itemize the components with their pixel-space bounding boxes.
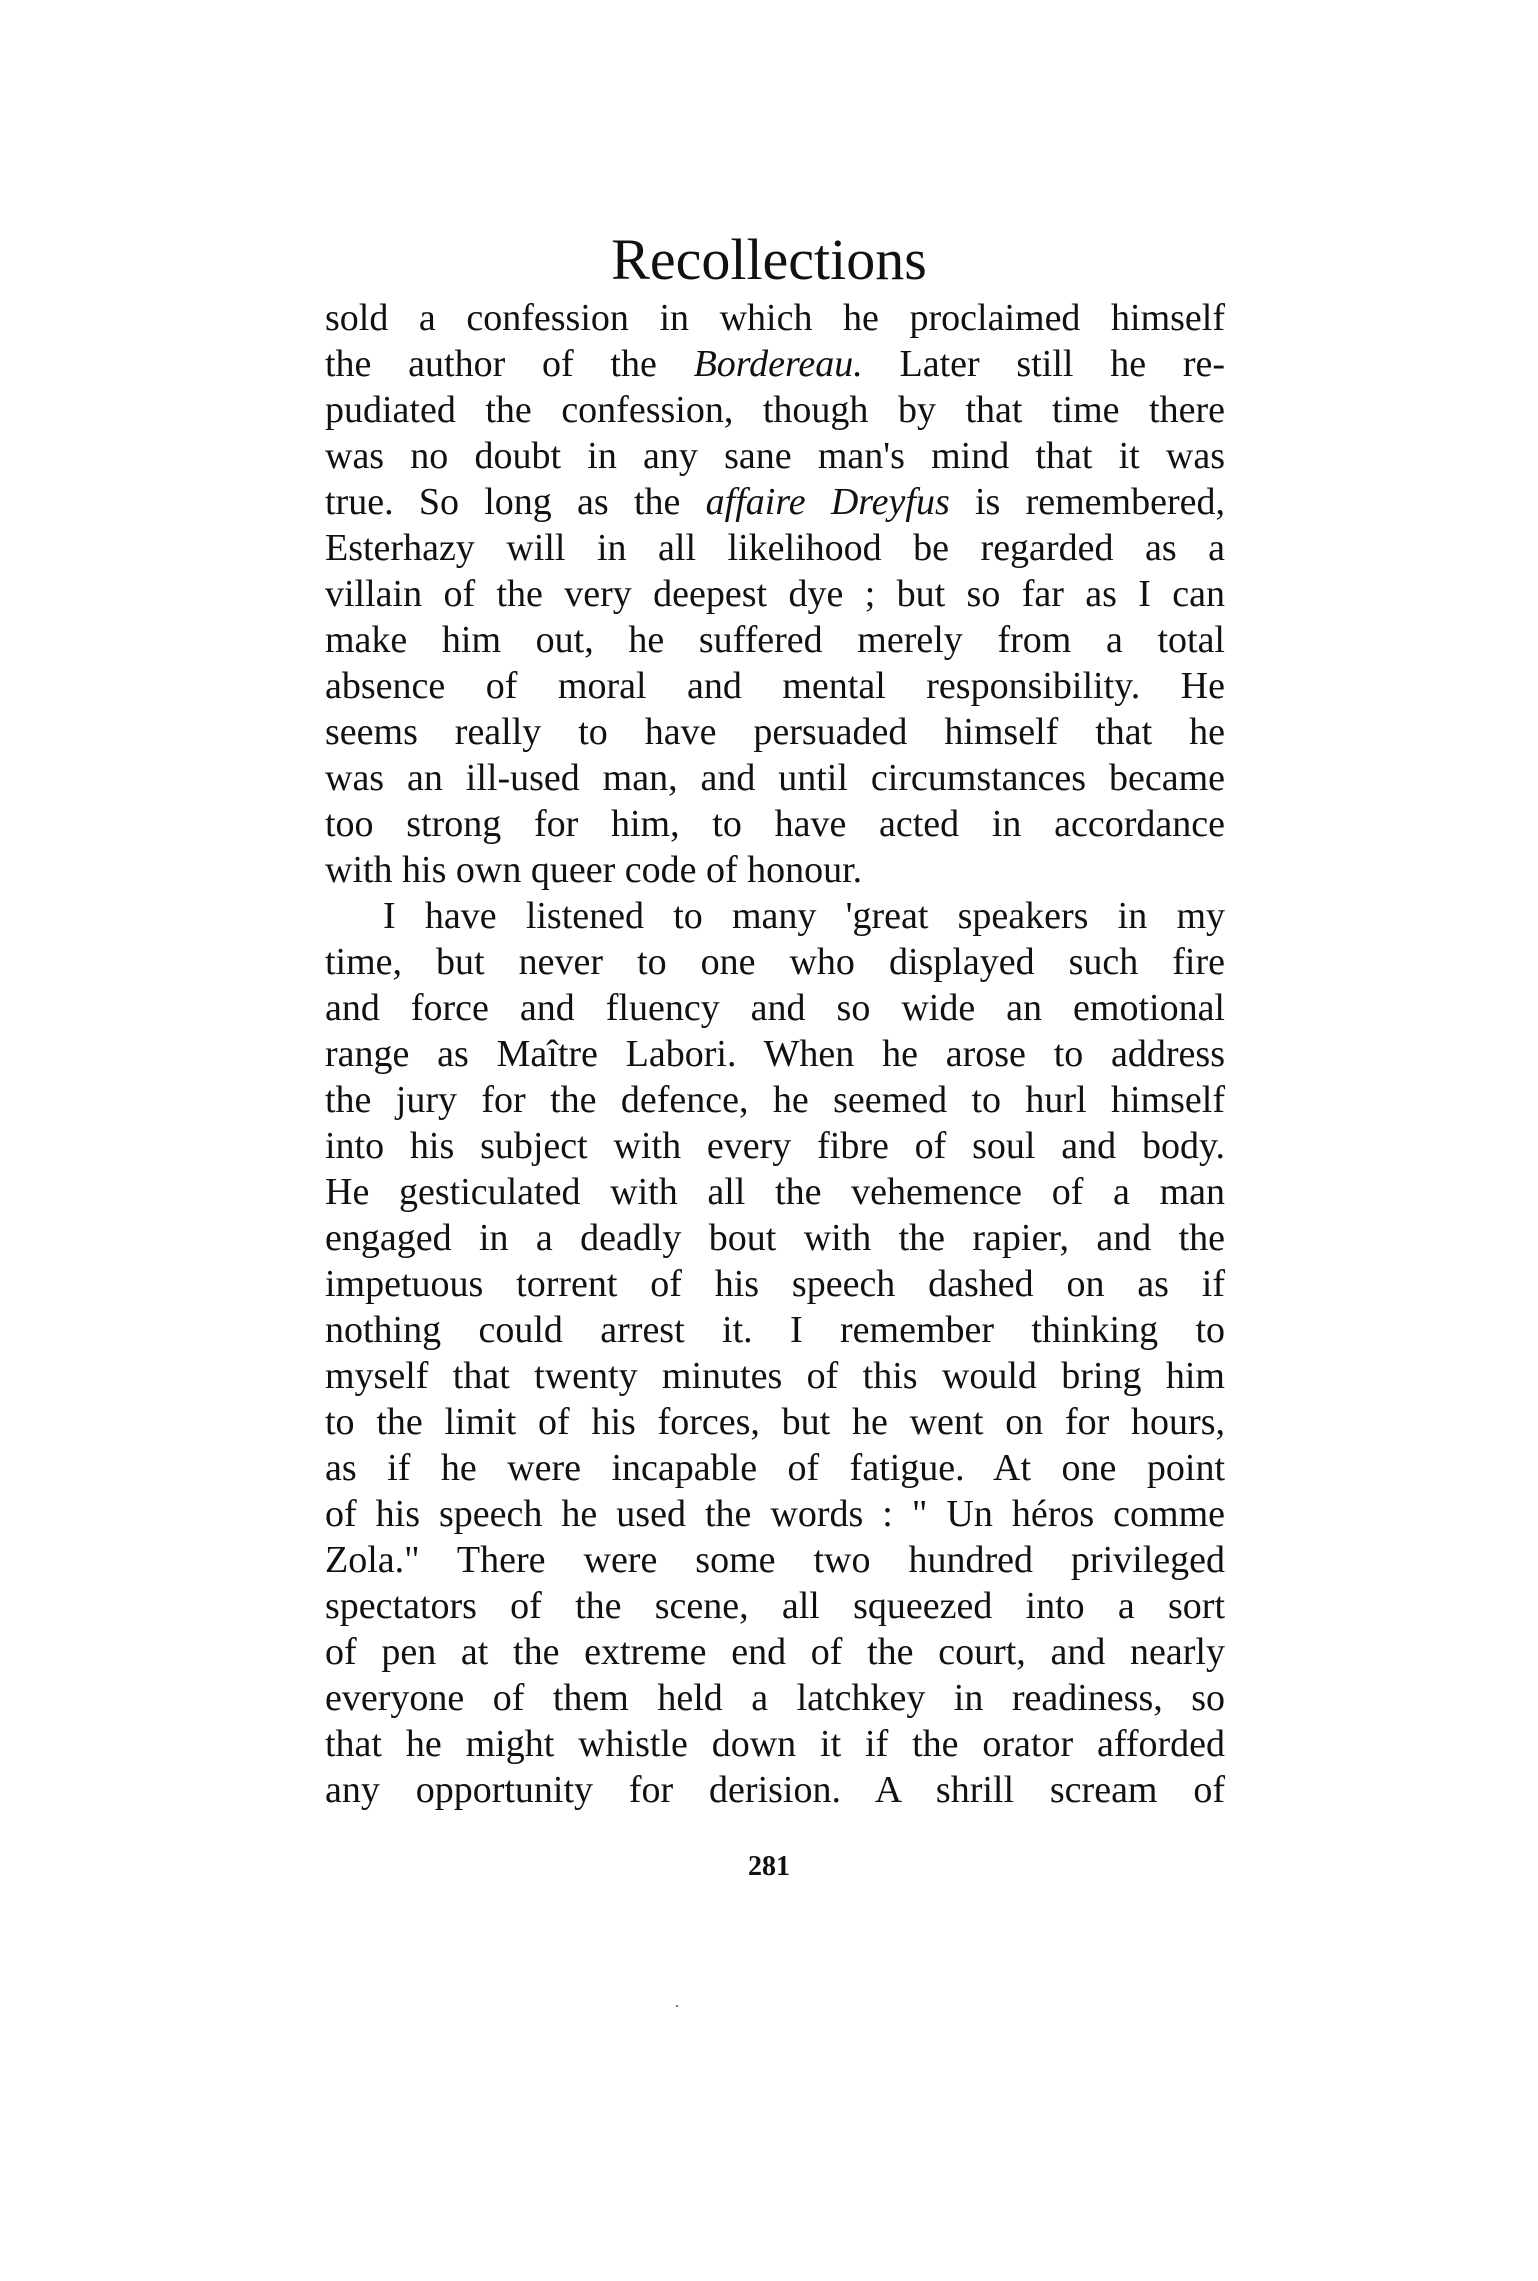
text-line: of his speech he used the words : " Un héros comme bbox=[325, 1493, 1225, 1535]
scan-speck bbox=[676, 2005, 678, 2007]
italic-term: Bordereau. bbox=[693, 343, 863, 385]
italic-term: affaire Dreyfus bbox=[705, 481, 950, 523]
text-line: myself that twenty minutes of this would bring him bbox=[325, 1355, 1225, 1397]
text-line: sold a confession in which he proclaimed himself bbox=[325, 297, 1225, 339]
text-line: He gesticulated with all the vehemence of a man bbox=[325, 1171, 1225, 1213]
text-line: to the limit of his forces, but he went on for hours, bbox=[325, 1401, 1225, 1443]
text-line: of pen at the extreme end of the court, and nearly bbox=[325, 1631, 1225, 1673]
text-line: absence of moral and mental responsibility. He bbox=[325, 665, 1225, 707]
paragraph-2 bbox=[325, 893, 1225, 1813]
text-line: the jury for the defence, he seemed to hurl himself bbox=[325, 1079, 1225, 1121]
text-line: seems really to have persuaded himself that he bbox=[325, 711, 1225, 753]
text-line: any opportunity for derision. A shrill scream of bbox=[325, 1769, 1225, 1811]
paragraph-1 bbox=[325, 295, 1225, 893]
text-line: and force and fluency and so wide an emotional bbox=[325, 987, 1225, 1029]
text-line: too strong for him, to have acted in accordance bbox=[325, 803, 1225, 845]
text-line: villain of the very deepest dye ; but so far as I can bbox=[325, 573, 1225, 615]
text-line: with his own queer code of honour. bbox=[325, 849, 863, 891]
text-line: range as Maître Labori. When he arose to address bbox=[325, 1033, 1225, 1075]
text-line: was no doubt in any sane man's mind that it was bbox=[325, 435, 1225, 477]
text-line: the author of the Bordereau. Later still he re- bbox=[325, 343, 1225, 385]
text-line: I have listened to many 'great speakers in my bbox=[383, 895, 1225, 937]
text-line: time, but never to one who displayed such fire bbox=[325, 941, 1225, 983]
text-line: everyone of them held a latchkey in readiness, so bbox=[325, 1677, 1225, 1719]
text-line: true. So long as the affaire Dreyfus is remembered, bbox=[325, 481, 1225, 523]
text-line: impetuous torrent of his speech dashed on as if bbox=[325, 1263, 1225, 1305]
text-line: engaged in a deadly bout with the rapier, and the bbox=[325, 1217, 1225, 1259]
body-text bbox=[325, 295, 1225, 1813]
text-line: spectators of the scene, all squeezed into a sort bbox=[325, 1585, 1225, 1627]
running-head: Recollections bbox=[611, 227, 927, 292]
text-line: make him out, he suffered merely from a total bbox=[325, 619, 1225, 661]
text-line: into his subject with every fibre of soul and body. bbox=[325, 1125, 1225, 1167]
text-line: Zola." There were some two hundred privileged bbox=[325, 1539, 1225, 1581]
text-line: that he might whistle down it if the orator afforded bbox=[325, 1723, 1225, 1765]
text-line: was an ill-used man, and until circumstances became bbox=[325, 757, 1225, 799]
page-number: 281 bbox=[748, 1851, 790, 1882]
text-line: as if he were incapable of fatigue. At one point bbox=[325, 1447, 1225, 1489]
text-line: Esterhazy will in all likelihood be regarded as a bbox=[325, 527, 1225, 569]
text-line: nothing could arrest it. I remember thinking to bbox=[325, 1309, 1225, 1351]
text-line: pudiated the confession, though by that time there bbox=[325, 389, 1225, 431]
